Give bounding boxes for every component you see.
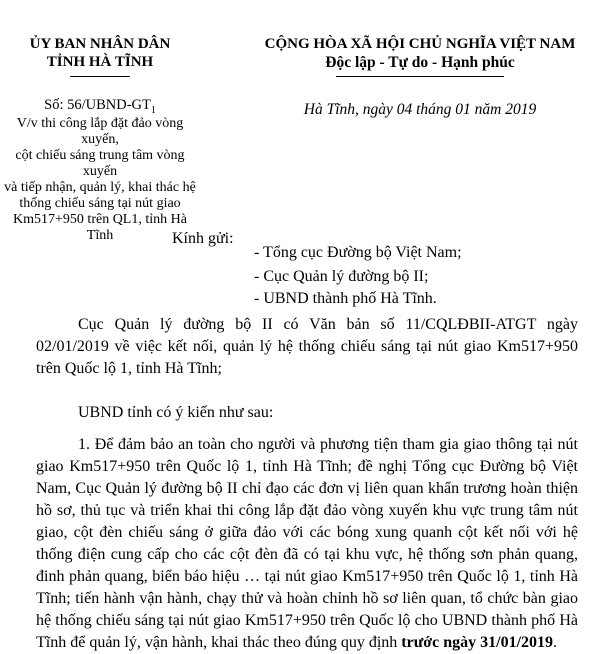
body-paragraph-item-1 [36,434,578,654]
item-1-end: . [553,634,558,651]
subject-line: thống chiếu sáng tại nút giao [19,196,181,211]
document-number: Số: $56/UBND-GT_1$ [44,97,156,116]
body-paragraph-opinion: UBND tỉnh có ý kiến như sau: [78,404,274,421]
recipient-item: - Tổng cục Đường bộ Việt Nam; [254,244,462,261]
subject-line: Km517+950 trên QL1, tỉnh Hà Tĩnh [13,212,187,243]
place-and-date: Hà Tĩnh, ngày 04 tháng 01 năm 2019 [303,101,537,118]
deadline: trước ngày 31/01/2019 [401,634,554,651]
motto-underline [336,76,504,77]
recipient-greeting: Kính gửi: [172,230,234,247]
recipient-item: - Cục Quản lý đường bộ II; [254,268,429,285]
subject-line: và tiếp nhận, quản lý, khai thác hệ [4,180,196,195]
country-name: CỘNG HÒA XÃ HỘI CHỦ NGHĨA VIỆT NAM [264,36,576,52]
subject-line: V/v thi công lắp đặt đảo vòng xuyến, [16,116,184,147]
subject-line: cột chiếu sáng trung tâm vòng xuyến [15,148,185,179]
document-subject [0,116,200,244]
national-motto: Độc lập - Tự do - Hạnh phúc [325,54,515,71]
agency-underline [70,76,130,77]
recipient-item: - UBND thành phố Hà Tĩnh. [254,290,437,307]
body-paragraph-reference: Cục Quản lý đường bộ II có Văn bản số 11/CQLĐBII-ATGT ngày 02/01/2019 về việc kết nối, quản lý hệ thống chiếu sáng tại nút giao Km517+950 trên Quốc lộ 1, tỉnh Hà Tĩnh; [36,316,578,377]
item-1-text: 1. Để đảm bảo an toàn cho người và phương tiện tham gia giao thông tại nút giao Km517+950 trên Quốc lộ 1, tỉnh Hà Tĩnh; đề nghị Tổng cục Đường bộ Việt Nam, Cục Quản lý đường bộ II chỉ đạo các đơn vị liên quan khẩn trương hoàn thiện hồ sơ, thủ tục và triển khai thi công lắp đặt đảo vòng xuyến khu vực trung tâm nút giao, cột đèn chiếu sáng ở giữa đảo với các bóng xung quanh cột kết nối với hệ thống điện cung cấp cho các cột đèn đã có tại khu vực, hệ thống sơn phản quang, đinh phản quang, biển báo hiệu … tại nút giao Km517+950 trên Quốc lộ 1, tỉnh Hà Tĩnh; tiến hành vận hành, chạy thử và hoàn chỉnh hồ sơ liên quan, tổ chức bàn giao hệ thống chiếu sáng tại nút giao Km517+950 trên Quốc lộ cho UBND thành phố Hà Tĩnh để quản lý, vận hành, khai thác theo đúng quy định [36,436,578,651]
issuing-agency-line2: TỈNH HÀ TĨNH [46,54,154,70]
issuing-agency-line1: ỦY BAN NHÂN DÂN [29,36,171,52]
